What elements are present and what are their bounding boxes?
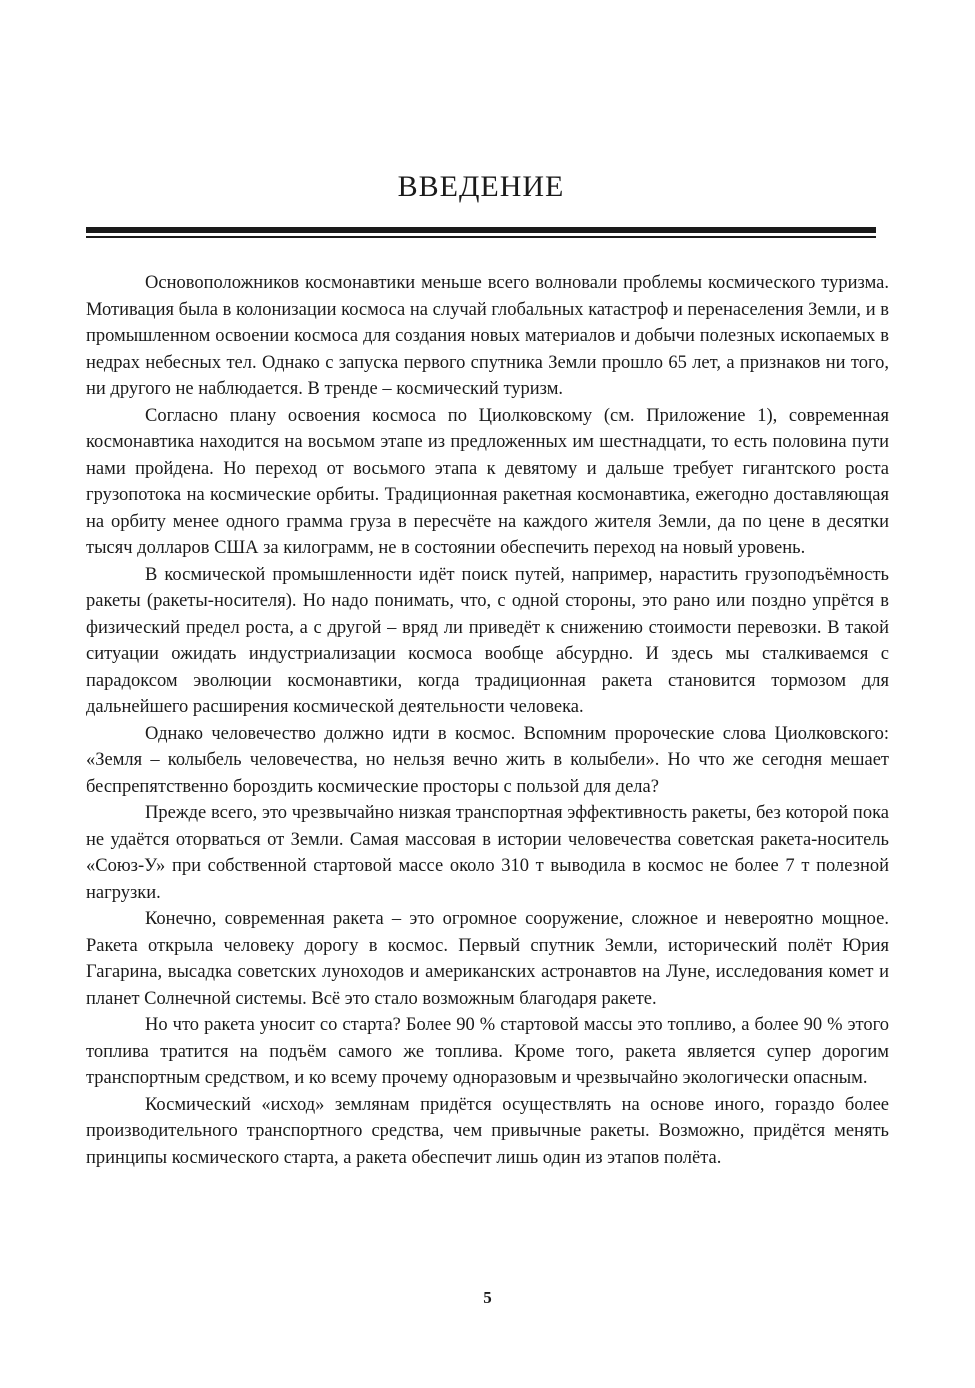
- paragraph: Но что ракета уносит со старта? Более 90 % стартовой массы это топливо, а более 90 % этого топлива тратится на подъём самого же топлива. Кроме того, ракета является супер дорогим транспортным средством, и ко всему прочему одноразовым и чрезвычайно экологически опасным.: [86, 1015, 889, 1088]
- title-divider-thick: [86, 227, 876, 233]
- paragraph: Прежде всего, это чрезвычайно низкая транспортная эффективность ракеты, без которой пока не удаётся оторваться от Земли. Самая массовая в истории человечества советская ракета-носитель «Союз-У» при собственной стартовой массе около 310 т выводила в космос не более 7 т полезной нагрузки.: [86, 803, 889, 903]
- paragraph: Согласно плану освоения космоса по Циолковскому (см. Приложение 1), современная космонавтика находится на восьмом этапе из предложенных им шестнадцати, то есть половина пути нами пройдена. Но переход от восьмого этапа к девятому и дальше требует гигантского роста грузопотока на космические орбиты. Традиционная ракетная космонавтика, ежегодно доставляющая на орбиту менее одного грамма груза в пересчёте на каждого жителя Земли, да по цене в десятки тысяч долларов США за килограмм, не в состоянии обеспечить переход на новый уровень.: [86, 405, 889, 558]
- paragraph: Однако человечество должно идти в космос. Вспомним пророческие слова Циолковского: «Земля – колыбель человечества, но нельзя вечно жить в колыбели». Но что же сегодня мешает беспрепятственно бороздить космические просторы с пользой для дела?: [86, 723, 889, 797]
- paragraph: Конечно, современная ракета – это огромное сооружение, сложное и невероятно мощное. Ракета открыла человеку дорогу в космос. Первый спутник Земли, исторический полёт Юрия Гагарина, высадка советских луноходов и американских астронавтов на Луне, исследования комет и планет Солнечной системы. Всё это стало возможным благодаря ракете.: [86, 909, 889, 1009]
- body-text: [86, 270, 889, 1171]
- page-title: ВВЕДЕНИЕ: [397, 170, 565, 203]
- paragraph: В космической промышленности идёт поиск путей, например, нарастить грузоподъёмность ракеты (ракеты-носителя). Но надо понимать, что, с одной стороны, это рано или поздно упрётся в физический предел роста, а с другой – вряд ли приведёт к снижению стоимости перевозки. В такой ситуации ожидать индустриализации космоса вообще абсурдно. И здесь мы сталкиваемся с парадоксом эволюции космонавтики, когда традиционная ракета становится тормозом для дальнейшего расширения космической деятельности человека.: [86, 564, 889, 717]
- title-divider-thin: [86, 236, 876, 238]
- paragraph: Космический «исход» землянам придётся осуществлять на основе иного, гораздо более производительного транспортного средства, чем привычные ракеты. Возможно, придётся менять принципы космического старта, а ракета обеспечит лишь один из этапов полёта.: [86, 1094, 889, 1168]
- paragraph: Основоположников космонавтики меньше всего волновали проблемы космического туризма. Мотивация была в колонизации космоса на случай глобальных катастроф и перенаселения Земли, и в промышленном освоении космоса для создания новых материалов и добычи полезных ископаемых в недрах небесных тел. Однако с запуска первого спутника Земли прошло 65 лет, а признаков ни того, ни другого не наблюдается. В тренде – космический туризм.: [86, 273, 889, 399]
- page-number: 5: [483, 1288, 492, 1307]
